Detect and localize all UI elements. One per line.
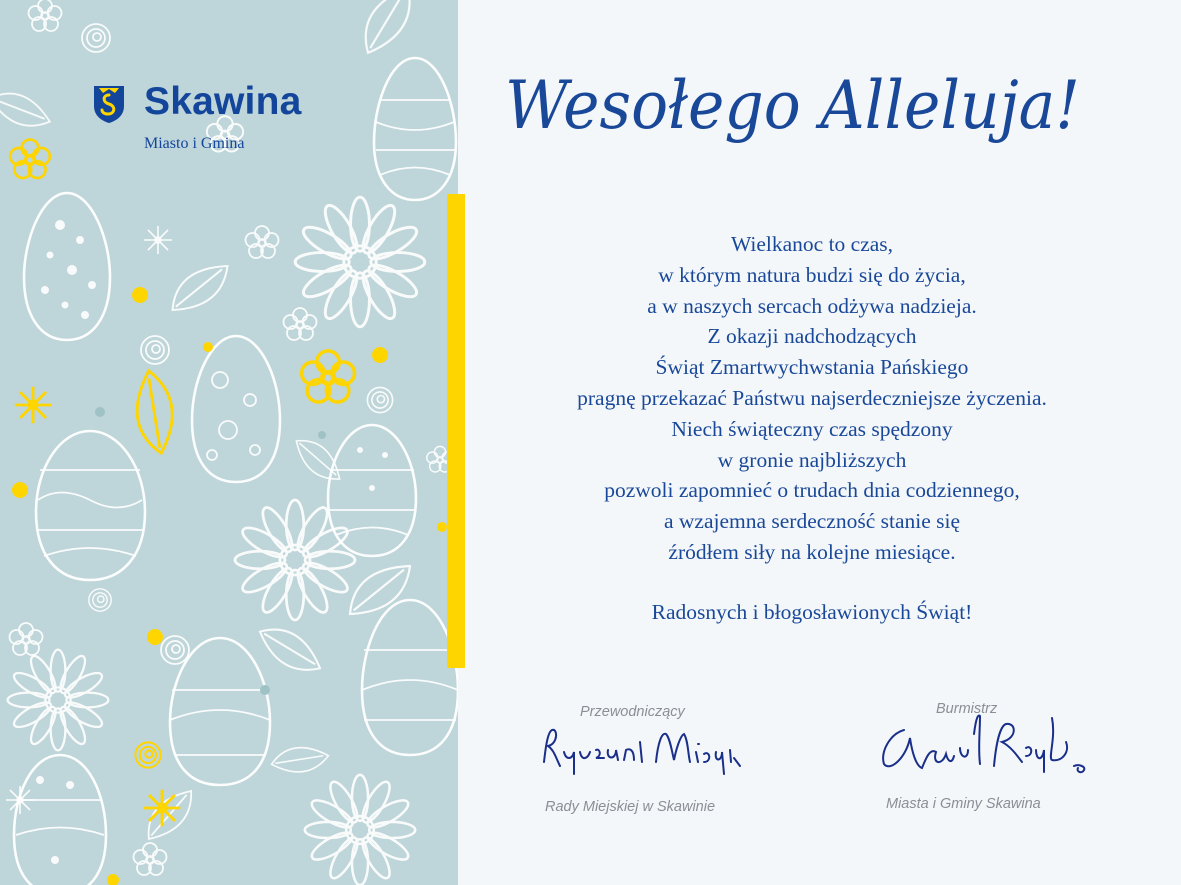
message-line: Niech świąteczny czas spędzony	[671, 416, 953, 441]
brand-subtitle: Miasto i Gmina	[144, 135, 245, 152]
coat-of-arms-icon	[92, 84, 126, 124]
brand-name: Skawina	[144, 80, 302, 123]
message-line: Z okazji nadchodzących	[707, 324, 917, 349]
message-line: Świąt Zmartwychwstania Pańskiego	[655, 355, 969, 380]
left-signatory-organization: Rady Miejskiej w Skawinie	[545, 799, 716, 815]
greeting-title	[505, 50, 1105, 160]
message-line: a wzajemna serdeczność stanie się	[663, 509, 961, 534]
message-line: w gronie najbliższych	[717, 447, 907, 472]
message-line: w którym natura budzi się do życia,	[658, 262, 966, 287]
right-signatory-title: Burmistrz	[936, 701, 998, 717]
message-line: Wielkanoc to czas,	[730, 232, 894, 256]
message-line: źródłem siły na kolejne miesiące.	[668, 539, 956, 564]
right-signatory-organization: Miasta i Gminy Skawina	[886, 796, 1041, 812]
skawina-logo	[88, 80, 348, 160]
easter-pattern-panel	[0, 0, 458, 885]
greeting-message	[458, 229, 1166, 568]
left-handwritten-signature	[538, 722, 743, 780]
message-line: pozwoli zapomnieć o trudach dnia codziennego,	[604, 478, 1020, 503]
right-handwritten-signature	[876, 708, 1088, 790]
message-line: pragnę przekazać Państwu najserdeczniejsze życzenia.	[577, 385, 1047, 410]
left-signatory-title: Przewodniczący	[580, 704, 685, 720]
greeting-title-text: Wesołego Alleluja!	[505, 67, 1080, 144]
closing-line: Radosnych i błogosławionych Świąt!	[651, 600, 973, 624]
message-line: a w naszych sercach odżywa nadzieja.	[647, 293, 977, 318]
